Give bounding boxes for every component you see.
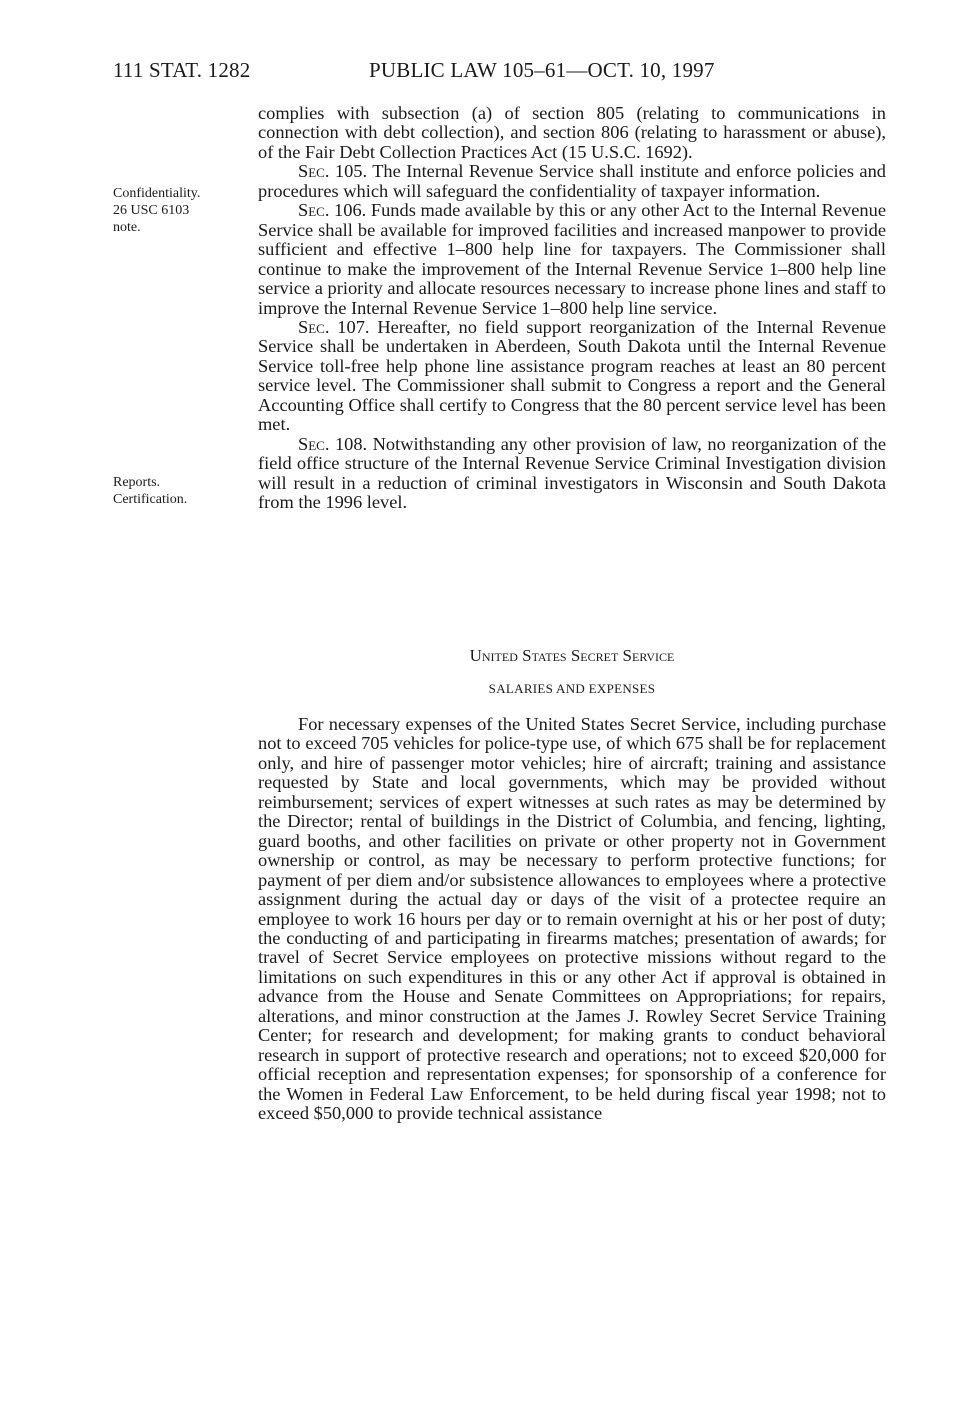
statute-folio: 111 STAT. 1282 bbox=[113, 58, 251, 82]
section-label: Sec. 106. bbox=[298, 200, 367, 221]
running-head: PUBLIC LAW 105–61—OCT. 10, 1997 bbox=[369, 58, 715, 82]
section-105 bbox=[258, 162, 886, 201]
section-text: Notwithstanding any other provision of law, no reorganization of the field office structure of the Internal Revenue Service Criminal Investigation division will result in a reduction of criminal investigators in Wisconsin and South Dakota from the 1996 level. bbox=[258, 433, 886, 513]
body-text-secret-service bbox=[258, 715, 886, 1124]
section-label: Sec. 105. bbox=[298, 161, 368, 182]
margin-note-line: note. bbox=[113, 220, 141, 235]
margin-note-reports bbox=[113, 474, 253, 508]
account-heading: SALARIES AND EXPENSES bbox=[488, 681, 656, 696]
continuation-paragraph: complies with subsection (a) of section 805 (relating to communications in connection with debt collection), and section 806 (relating to harassment or abuse), of the Fair Debt Collection Practices Act (15 U.S.C. 1692). bbox=[258, 103, 886, 162]
margin-note-line: Reports. bbox=[113, 475, 161, 490]
margin-note-confidentiality bbox=[113, 185, 253, 236]
section-label: Sec. 108. bbox=[298, 433, 368, 454]
section-106 bbox=[258, 201, 886, 318]
section-107 bbox=[258, 318, 886, 435]
margin-note-line: Certification. bbox=[113, 492, 188, 507]
section-text: The Internal Revenue Service shall institute and enforce policies and procedures which will safeguard the confidentiality of taxpayer information. bbox=[258, 161, 886, 201]
salaries-expenses-paragraph: For necessary expenses of the United States Secret Service, including purchase not to exceed 705 vehicles for police-type use, of which 675 shall be for replacement only, and hire of passenger motor vehicles; hire of aircraft; training and assistance requested by State and local governments, which may be provided without reimbursement; services of expert witnesses at such rates as may be determined by the Director; rental of buildings in the District of Columbia, and fencing, lighting, guard booths, and other facilities on private or other property not in Government ownership or control, as may be necessary to perform protective functions; for payment of per diem and/or subsistence allowances to employees where a protective assignment during the actual day or days of the visit of a protectee require an employee to work 16 hours per day or to remain overnight at his or her post of duty; the conducting of and participating in firearms matches; presentation of awards; for travel of Secret Service employees on protective missions without regard to the limitations on such expenditures in this or any other Act if approval is obtained in advance from the House and Senate Committees on Appropriations; for repairs, alterations, and minor construction at the James J. Rowley Secret Service Training Center; for research and development; for making grants to conduct behavioral research in support of protective research and operations; not to exceed $20,000 for official reception and representation expenses; for sponsorship of a conference for the Women in Federal Law Enforcement, to be held during fiscal year 1998; not to exceed $50,000 to provide technical assistance bbox=[258, 714, 886, 1124]
section-108 bbox=[258, 435, 886, 513]
agency-heading: United States Secret Service bbox=[469, 646, 675, 665]
margin-note-line: 26 USC 6103 bbox=[113, 203, 190, 218]
section-text: Funds made available by this or any other Act to the Internal Revenue Service shall be available for improved facilities and increased manpower to provide sufficient and effective 1–800 help line for taxpayers. The Commissioner shall continue to make the improvement of the Internal Revenue Service 1–800 help line service a priority and allocate resources necessary to increase phone lines and staff to improve the Internal Revenue Service 1–800 help line service. bbox=[258, 200, 886, 318]
margin-note-line: Confidentiality. bbox=[113, 186, 201, 201]
body-text-top bbox=[258, 104, 886, 513]
section-text: Hereafter, no field support reorganization of the Internal Revenue Service shall be undertaken in Aberdeen, South Dakota until the Internal Revenue Service toll-free help phone line assistance program reaches at least an 80 percent service level. The Commissioner shall submit to Congress a report and the General Accounting Office shall certify to Congress that the 80 percent service level has been met. bbox=[258, 316, 886, 435]
section-label: Sec. 107. bbox=[298, 316, 370, 337]
